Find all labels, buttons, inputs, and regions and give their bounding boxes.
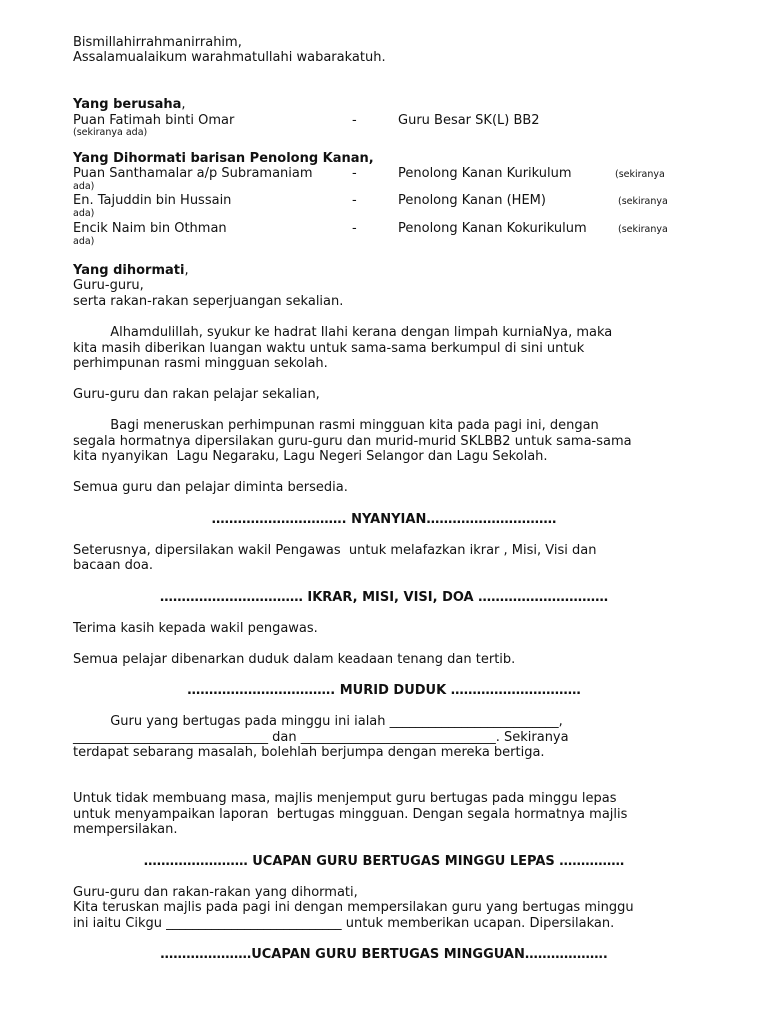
penolong-heading: Yang Dihormati barisan Penolong Kanan, bbox=[73, 151, 374, 166]
para5-line-1: Seterusnya, dipersilakan wakil Pengawas untuk melafazkan ikrar , Misi, Visi dan bbox=[73, 543, 597, 558]
penolong-name-3: Encik Naim bin Othman bbox=[73, 221, 227, 236]
penolong-note-2a: (sekiranya bbox=[618, 196, 668, 207]
para4: Semua guru dan pelajar diminta bersedia. bbox=[73, 480, 348, 495]
section-ucapan-minggu-lepas: …………………… UCAPAN GURU BERTUGAS MINGGU LEPAS …………… bbox=[143, 854, 625, 869]
penolong-note-1a: (sekiranya bbox=[615, 169, 665, 180]
dihormati-comma: , bbox=[184, 263, 189, 278]
berusaha-heading: Yang berusaha bbox=[73, 97, 182, 112]
penolong-note-2b: ada) bbox=[73, 208, 95, 219]
penolong-name-2: En. Tajuddin bin Hussain bbox=[73, 193, 232, 208]
penolong-role-2: Penolong Kanan (HEM) bbox=[398, 193, 546, 208]
greeting-line-2: Assalamualaikum warahmatullahi wabarakatuh. bbox=[73, 50, 386, 65]
penolong-name-1: Puan Santhamalar a/p Subramaniam bbox=[73, 166, 313, 181]
dihormati-heading: Yang dihormati bbox=[73, 263, 185, 278]
para8-line-2: ______________________________ dan ______________________________. Sekiranya bbox=[73, 730, 569, 745]
para1-line-3: perhimpunan rasmi mingguan sekolah. bbox=[73, 356, 328, 371]
penolong-dash-3: - bbox=[352, 221, 357, 236]
para8-line-1: Guru yang bertugas pada minggu ini ialah __________________________, bbox=[73, 714, 563, 729]
para3-line-2: segala hormatnya dipersilakan guru-guru dan murid-murid SKLBB2 untuk sama-sama bbox=[73, 434, 632, 449]
section-ikrar: …………………………… IKRAR, MISI, VISI, DOA ………………………… bbox=[159, 590, 609, 605]
guru-besar-role: Guru Besar SK(L) BB2 bbox=[398, 113, 540, 128]
para8-line-3: terdapat sebarang masalah, bolehlah berjumpa dengan mereka bertiga. bbox=[73, 745, 545, 760]
section-nyanyian: …………………………. NYANYIAN………………………… bbox=[211, 512, 557, 527]
berusaha-comma: , bbox=[181, 97, 186, 112]
section-ucapan-mingguan: …………………UCAPAN GURU BERTUGAS MINGGUAN………………. bbox=[160, 947, 608, 962]
para2: Guru-guru dan rakan pelajar sekalian, bbox=[73, 387, 320, 402]
penolong-dash-1: - bbox=[352, 166, 357, 181]
para7: Semua pelajar dibenarkan duduk dalam keadaan tenang dan tertib. bbox=[73, 652, 516, 667]
penolong-note-1b: ada) bbox=[73, 181, 95, 192]
guru-besar-name: Puan Fatimah binti Omar bbox=[73, 113, 235, 128]
penolong-note-3a: (sekiranya bbox=[618, 224, 668, 235]
berusaha-heading-line bbox=[73, 97, 186, 112]
para6: Terima kasih kepada wakil pengawas. bbox=[73, 621, 318, 636]
dihormati-heading-line bbox=[73, 263, 189, 278]
penolong-dash-2: - bbox=[352, 193, 357, 208]
para9-line-1: Untuk tidak membuang masa, majlis menjemput guru bertugas pada minggu lepas bbox=[73, 791, 617, 806]
guru-besar-dash: - bbox=[352, 113, 357, 128]
para5-line-2: bacaan doa. bbox=[73, 558, 153, 573]
guru-besar-note: (sekiranya ada) bbox=[73, 127, 148, 138]
penolong-note-3b: ada) bbox=[73, 236, 95, 247]
section-murid-duduk: ……………………………. MURID DUDUK ………………………… bbox=[187, 683, 581, 698]
penolong-role-3: Penolong Kanan Kokurikulum bbox=[398, 221, 587, 236]
para10-line-3: ini iaitu Cikgu ___________________________ untuk memberikan ucapan. Dipersilakan. bbox=[73, 916, 615, 931]
para3-line-3: kita nyanyikan Lagu Negaraku, Lagu Negeri Selangor dan Lagu Sekolah. bbox=[73, 449, 548, 464]
para3-line-1: Bagi meneruskan perhimpunan rasmi mingguan kita pada pagi ini, dengan bbox=[73, 418, 599, 433]
para10-line-2: Kita teruskan majlis pada pagi ini dengan mempersilakan guru yang bertugas minggu bbox=[73, 900, 634, 915]
para1-line-1: Alhamdulillah, syukur ke hadrat Ilahi kerana dengan limpah kurniaNya, maka bbox=[73, 325, 613, 340]
greeting-line-1: Bismillahirrahmanirrahim, bbox=[73, 35, 242, 50]
para1-line-2: kita masih diberikan luangan waktu untuk sama-sama berkumpul di sini untuk bbox=[73, 341, 585, 356]
para10-line-1: Guru-guru dan rakan-rakan yang dihormati, bbox=[73, 885, 358, 900]
dihormati-line-2: serta rakan-rakan seperjuangan sekalian. bbox=[73, 294, 344, 309]
para9-line-3: mempersilakan. bbox=[73, 822, 178, 837]
penolong-role-1: Penolong Kanan Kurikulum bbox=[398, 166, 572, 181]
dihormati-line-1: Guru-guru, bbox=[73, 278, 144, 293]
para9-line-2: untuk menyampaikan laporan bertugas mingguan. Dengan segala hormatnya majlis bbox=[73, 807, 628, 822]
